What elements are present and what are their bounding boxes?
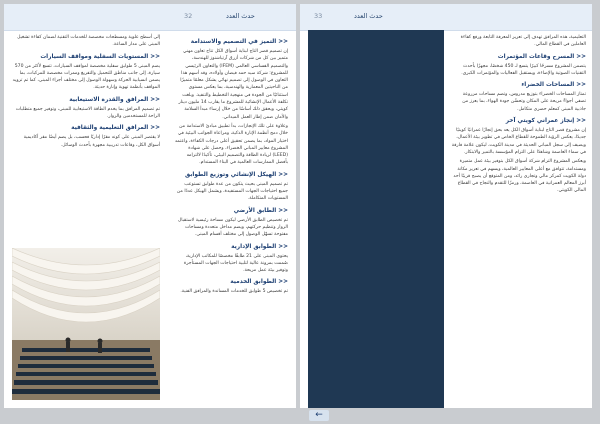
section-heading: << المستويات السفلية ومواقف السيارات	[40, 53, 160, 60]
article-column	[450, 34, 586, 197]
issue-label: حدث العدد	[226, 12, 255, 20]
paragraph: التعليمية، هذه المرافق تهدف إلى تعزيز المعرفة التابعة ورفع كفاءة العاملين في القطاع المالي.	[460, 35, 586, 48]
paragraph: يتضمن المشروع مسرحًا كبيرًا يتسع لـ 450 شخصًا، مجهزًا بأحدث التقنيات الصوتية والإضاءة، ويستقبل الفعاليات والمؤتمرات الكبرى.	[461, 63, 586, 76]
section-heading: << الطوابق الخدمية	[230, 279, 288, 286]
section-heading: << التميز في التصميم والاستدامة	[190, 39, 288, 45]
section-heading: << الطوابق الإدارية	[231, 243, 288, 250]
left-page-header	[4, 4, 296, 31]
previous-page-button[interactable]	[309, 410, 329, 421]
section-heading: << المرافق التعليمية والثقافية	[71, 125, 160, 132]
paragraph: يحتوي المبنى على 21 طابقًا مخصصًا للمكاتب الإدارية، صُممت بمرونة عالية لتلبية احتياجات الجهات المستأجرة وتوفير بيئة عمل مريحة.	[183, 253, 288, 274]
paragraph: يضم المبنى 5 طوابق سفلية مخصصة لمواقف السيارات، تتسع لأكثر من 570 سيارة، إلى جانب مناطق للتحميل والتفريغ وممرات مخصصة للمركبات، بما يضمن انسيابية الحركة وسهولة الوصول إلى مختلف أجزاء المبنى، كما تم تزويد المواقف بأنظمة تهوية وإنارة حديثة.	[12, 63, 160, 91]
paragraph: تم تصميم المرافق بما يخدم الطاقة الاستيعابية للمبنى، وتوفير جميع متطلبات الراحة للمستخدمين والزوار.	[15, 106, 160, 120]
paragraph: لا يقتصر المبنى على كونه مقرًا إداريًا فحسب، بل يضم أيضًا مقر أكاديمية أسواق الكل، وقاعات تدريبية مجهزة بأحدث الوسائل.	[23, 135, 160, 148]
left-page	[4, 4, 296, 408]
section-heading: << المرافق والقدرة الاستيعابية	[69, 96, 160, 103]
page-number: 32	[184, 12, 193, 20]
paragraph: تم تصميم المبنى بحيث يتكون من عدة طوابق تستوعب جميع احتياجات الجهات المستفيدة، ويشمل الهيكل عددًا من المستويات المتكاملة.	[176, 181, 288, 202]
paragraph: تمتاز المساحات الخضراء بتوزيع مدروس، وتضم مساحات مزروعة تضفي أجواءً مريحة على المكان وتحسّن جودة الهواء، بما يعزز من جاذبية المبنى كمعلم حضري متكامل.	[462, 92, 586, 112]
arrow-left-icon: ←	[315, 410, 323, 420]
paragraph: إلى أسطح علوية ومسطحات مخصصة للخدمات التقنية لضمان كفاءة تشغيل المبنى على مدار الساعة.	[17, 35, 160, 48]
paragraph: إن مشروع قصر التاج لبناية أسواق الكل يعد بحق إنجازًا عمرانيًا كويتيًا جديدًا، يعكس الرؤية الطموحة للقطاع الخاص في تطوير بيئة الأعمال، ويضيف إلى سجل المباني الحديثة في مدينة الكويت، ليكون علامة فارقة في سماء العاصمة وشاهدًا على التزام المؤسسة بالتميز والابتكار.	[451, 128, 586, 155]
navy-color-block	[308, 30, 444, 408]
section-heading: << إنجاز عمراني كويتي آخر	[505, 118, 586, 125]
issue-label: حدث العدد	[354, 12, 383, 20]
section-heading: << الهيكل الإنشائي وتوزيع الطوابق	[184, 171, 288, 178]
paragraph: تم تخصيص الطابق الأرضي ليكون مساحة رئيسية لاستقبال الزوار وتنظيم حركتهم، ويضم مداخل متعددة ومساحات مفتوحة تسهّل الوصول إلى مختلف أقسام المبنى.	[177, 217, 288, 238]
paragraph: إن تصميم قصر التاج لبناية أسواق الكل تتاح تعاون مهني متميز بين كل من شركات أزرق آرتياشنوز للهندسة، والتصميم الفساسي العالمي (IFEM) والتعاون الرئيسي للمشروع: شركة سيد حمد فيضان وأولاده، وقد أسهم هذا التعاون في الوصول إلى تصميم نهائي يشكل معلمًا متميزًا من الناحيتين المعمارية والهندسية، بما يعكس مستوى استثنائيًا من الجودة في منهجية التخطيط والتنفيذ. وبلغت تكلفة الأعمال الإنشائية للمشروع ما يقارب 14 مليون دينار كويتي، ويحقق ذلك أساسًا من خلال إرساء مبدأ السلامة والأمان ضمن إطار العمل الميداني.	[178, 49, 288, 120]
auditorium-photo	[12, 248, 160, 400]
right-page	[300, 4, 592, 408]
section-heading: << المسرح وقاعات المؤتمرات	[497, 53, 586, 60]
article-column-left	[12, 34, 160, 151]
auditorium-illustration	[12, 248, 160, 400]
section-heading: << الطابق الأرضي	[233, 207, 288, 214]
paragraph: ويعكس المشروع التزام شركة أسواق الكل بتوفير بيئة عمل متميزة ومستدامة، تتوافق مع أعلى المعايير العالمية، ويسهم في تعزيز مكانة دولة الكويت كمركز مالي وتجاري رائد، ومن المتوقع أن يصبح قريبًا أحد أبرز المعالم العمرانية في العاصمة، ورمزًا للتقدم والنجاح في القطاع المالي الكويتي.	[453, 159, 586, 194]
article-column-right	[174, 34, 288, 298]
paragraph: تم تخصيص 5 طوابق للخدمات المساندة والمرافق الفنية.	[180, 289, 288, 295]
section-heading: << المساحات الخضراء	[521, 82, 586, 89]
page-number: 33	[314, 12, 323, 20]
paragraph: وعلاوة على تلك الإنجازات، بدأ تطبيق مبادئ الاستدامة من خلال دمج أنظمة الإنارة الذكية، ومراعاة الجوانب البيئية في اختيار المواد، بما يضمن تحقيق أعلى درجات الكفاءة، واعتمد المشروع معايير المباني الخضراء، وحصل على شهادة (LEED) لريادة الطاقة والتصميم البيئي، تأكيدًا لالتزامه بأفضل الممارسات العالمية في البناء المستدام.	[174, 123, 288, 166]
right-page-header	[300, 4, 592, 31]
